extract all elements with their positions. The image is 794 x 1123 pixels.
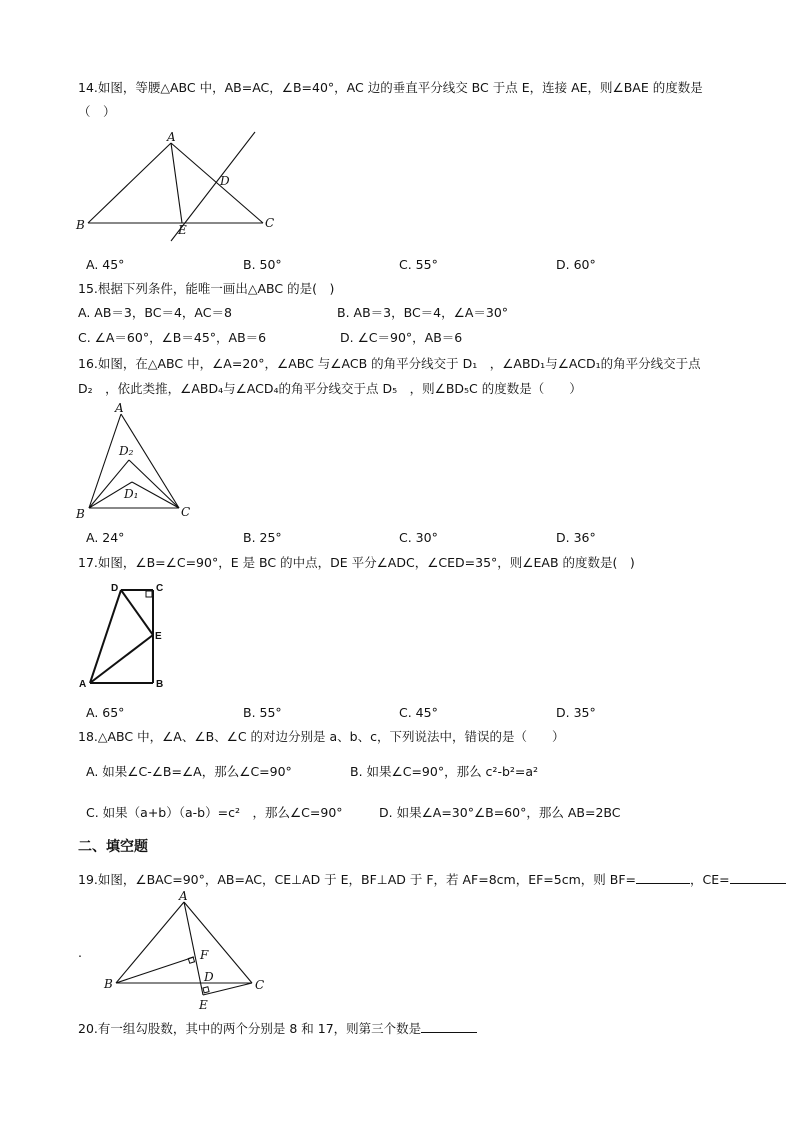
q14-option-b[interactable]: B. 50° xyxy=(243,257,282,272)
q16-label-c: C xyxy=(181,505,191,519)
q20-stem-text: 20.有一组勾股数，其中的两个分别是 8 和 17，则第三个数是 xyxy=(78,1021,422,1036)
q16-label-d2: D₂ xyxy=(119,444,134,458)
q19-label-d: D xyxy=(204,970,214,984)
q17-label-e: E xyxy=(155,631,162,642)
q19-label-e: E xyxy=(199,998,208,1012)
q17-label-c: C xyxy=(156,583,164,594)
q16-stem-line2: D₂ ，依此类推，∠ABD₄与∠ACD₄的角平分线交于点 D₅ ，则∠BD₅C 的度数是（ ） xyxy=(78,381,582,396)
q16-option-a[interactable]: A. 24° xyxy=(86,530,125,545)
q18-option-c[interactable]: C. 如果（a+b）（a-b）=c² ，那么∠C=90° xyxy=(86,805,343,820)
q18-stem: 18.△ABC 中，∠A、∠B、∠C 的对边分别是 a、b、c，下列说法中，错误的是（ ） xyxy=(78,729,565,744)
q16-label-a: A xyxy=(115,401,124,415)
q15-option-d[interactable]: D. ∠C＝90°，AB＝6 xyxy=(340,330,463,345)
q16-option-c[interactable]: C. 30° xyxy=(399,530,438,545)
q19-label-f: F xyxy=(200,948,209,962)
q16-figure xyxy=(73,400,198,520)
q17-option-d[interactable]: D. 35° xyxy=(556,705,596,720)
q17-label-a: A xyxy=(79,679,87,690)
q17-label-d: D xyxy=(111,583,119,594)
q15-option-c[interactable]: C. ∠A＝60°，∠B＝45°，AB＝6 xyxy=(78,330,267,345)
q15-stem: 15.根据下列条件，能唯一画出△ABC 的是( ) xyxy=(78,281,335,296)
section-title: 二、填空题 xyxy=(78,839,148,855)
q17-stem: 17.如图，∠B=∠C=90°，E 是 BC 的中点，DE 平分∠ADC，∠CED=35°，则∠EAB 的度数是( ) xyxy=(78,555,635,570)
q16-label-d1: D₁ xyxy=(124,487,139,501)
q19-blank-bf[interactable] xyxy=(636,871,690,884)
q14-option-a[interactable]: A. 45° xyxy=(86,257,125,272)
q14-label-d: D xyxy=(220,174,230,188)
q19-stem xyxy=(78,871,786,888)
q17-option-b[interactable]: B. 55° xyxy=(243,705,282,720)
q18-option-d[interactable]: D. 如果∠A=30°∠B=60°，那么 AB=2BC xyxy=(379,805,621,820)
q16-option-d[interactable]: D. 36° xyxy=(556,530,596,545)
q14-stem-line2: （ ） xyxy=(78,104,116,119)
q15-option-a[interactable]: A. AB＝3，BC＝4，AC＝8 xyxy=(78,305,232,320)
q16-label-b: B xyxy=(76,507,85,521)
q14-figure xyxy=(75,130,275,245)
q15-option-b[interactable]: B. AB＝3，BC＝4，∠A＝30° xyxy=(337,305,509,320)
q20-blank[interactable] xyxy=(421,1020,477,1033)
q14-label-b: B xyxy=(76,218,85,232)
q14-stem-line1: 14.如图，等腰△ABC 中，AB=AC，∠B=40°，AC 边的垂直平分线交 BC 于点 E，连接 AE，则∠BAE 的度数是 xyxy=(78,80,703,95)
q14-label-c: C xyxy=(265,216,275,230)
q14-label-a: A xyxy=(167,130,176,144)
q14-option-c[interactable]: C. 55° xyxy=(399,257,438,272)
q19-stem-part2: ，CE= xyxy=(689,872,730,887)
q17-option-a[interactable]: A. 65° xyxy=(86,705,125,720)
q19-blank-ce[interactable] xyxy=(730,871,786,884)
q17-option-c[interactable]: C. 45° xyxy=(399,705,438,720)
q17-figure xyxy=(76,580,176,690)
q16-option-b[interactable]: B. 25° xyxy=(243,530,282,545)
q14-label-e: E xyxy=(178,223,187,237)
q19-label-b: B xyxy=(104,977,113,991)
q16-stem-line1: 16.如图，在△ABC 中，∠A=20°，∠ABC 与∠ACB 的角平分线交于 D₁ ，∠ABD₁与∠ACD₁的角平分线交于点 xyxy=(78,356,701,371)
q19-stem-part1: 19.如图，∠BAC=90°，AB=AC，CE⊥AD 于 E，BF⊥AD 于 F，若 AF=8cm，EF=5cm，则 BF= xyxy=(78,872,636,887)
q14-option-d[interactable]: D. 60° xyxy=(556,257,596,272)
q20-stem xyxy=(78,1020,477,1037)
q19-dot: . xyxy=(78,945,82,960)
q18-option-b[interactable]: B. 如果∠C=90°，那么 c²-b²=a² xyxy=(350,764,539,779)
q19-label-c: C xyxy=(255,978,265,992)
q18-option-a[interactable]: A. 如果∠C-∠B=∠A，那么∠C=90° xyxy=(86,764,292,779)
q19-label-a: A xyxy=(179,889,188,903)
q17-label-b: B xyxy=(156,679,164,690)
q19-figure xyxy=(100,888,290,1013)
